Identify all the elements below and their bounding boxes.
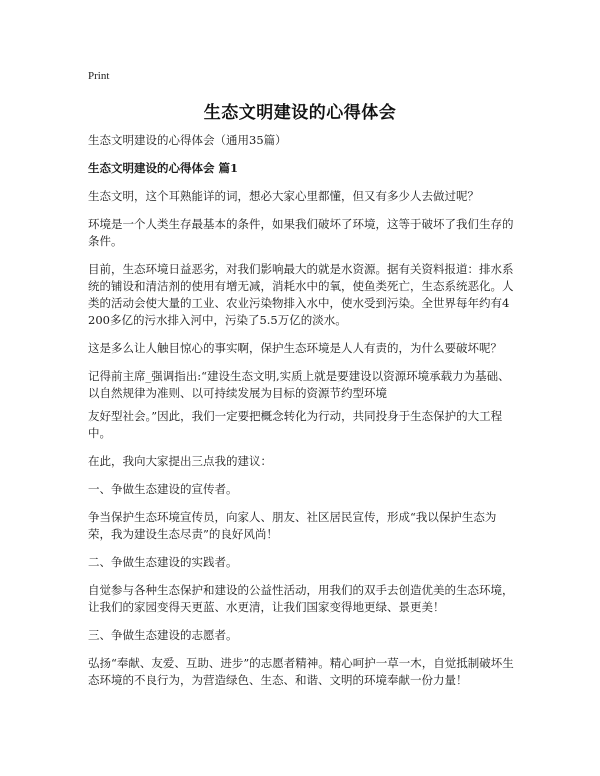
- list-heading: 三、争做生态建设的志愿者。: [88, 628, 238, 642]
- paragraph: 环境是一个人类生存最基本的条件，如果我们破坏了环境，这等于破坏了我们生存的条件。: [88, 217, 514, 248]
- document-title: 生态文明建设的心得体会: [203, 103, 397, 123]
- paragraph: 这是多么让人触目惊心的事实啊，保护生态环境是人人有责的，为什么要破坏呢？: [88, 341, 502, 355]
- paragraph: 友好型社会。”因此，我们一定要把概念转化为行动，共同投身于生态保护的大工程中。: [88, 409, 503, 440]
- paragraph: 目前，生态环境日益恶劣，对我们影响最大的就是水资源。据有关资料报道：排水系统的铺设和清洁剂的使用有增无减，消耗水中的氧，使鱼类死亡，生态系统恶化。人类的活动会使大量的工业、农业污染物排入水中，使水受到污染。全世界每年约有4200多亿的污水排入河中，污染了5.5万亿的淡水。: [88, 262, 514, 327]
- document-body: [88, 132, 516, 700]
- subtitle: 生态文明建设的心得体会（通用35篇）: [88, 133, 287, 147]
- paragraph: 弘扬“奉献、友爱、互助、进步”的志愿者精神。精心呵护一草一木，自觉抵制破坏生态环境的不良行为，为营造绿色、生态、和谐、文明的环境奉献一份力量！: [88, 656, 514, 687]
- paragraph: 生态文明，这个耳熟能详的词，想必大家心里都懂，但又有多少人去做过呢？: [88, 189, 479, 203]
- list-heading: 二、争做生态建设的实践者。: [88, 555, 238, 569]
- paragraph: 争当保护生态环境宣传员，向家人、朋友、社区居民宣传，形成“我以保护生态为荣，我为建设生态尽责”的良好风尚！: [88, 510, 497, 541]
- paragraph: 在此，我向大家提出三点我的建议：: [88, 454, 272, 468]
- paragraph: 记得前主席_强调指出:“建设生态文明,实质上就是要建设以资源环境承载力为基础、以自然规律为准则、以可持续发展为目标的资源节约型环境: [88, 369, 510, 400]
- paragraph: 自觉参与各种生态保护和建设的公益性活动，用我们的双手去创造优美的生态环境，让我们的家园变得天更蓝、水更清，让我们国家变得地更绿、景更美！: [88, 583, 514, 614]
- list-heading: 一、争做生态建设的宣传者。: [88, 482, 238, 496]
- section-heading: 生态文明建设的心得体会 篇1: [88, 161, 239, 175]
- print-link[interactable]: Print: [88, 70, 110, 82]
